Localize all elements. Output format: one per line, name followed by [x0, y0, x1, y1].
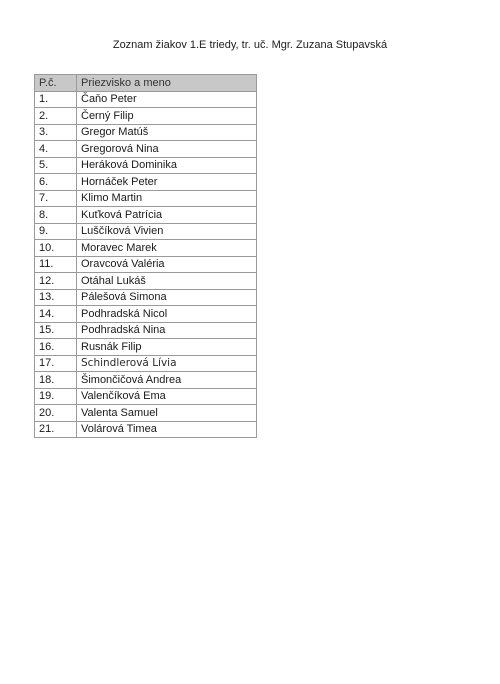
row-number-cell: 7. — [35, 190, 77, 207]
table-row — [35, 355, 257, 372]
table-header-row — [35, 75, 257, 92]
table-row — [35, 256, 257, 273]
table-row — [35, 339, 257, 356]
table-row — [35, 207, 257, 224]
column-header-name: Priezvisko a meno — [77, 75, 257, 92]
table-row — [35, 124, 257, 141]
row-number-cell: 17. — [35, 355, 77, 372]
student-name-cell: Rusnák Filip — [77, 339, 257, 356]
student-name-cell: Oravcová Valéria — [77, 256, 257, 273]
row-number-cell: 16. — [35, 339, 77, 356]
student-name-cell: Klimo Martin — [77, 190, 257, 207]
table-row — [35, 421, 257, 438]
student-name-cell: Gregor Matúš — [77, 124, 257, 141]
table-row — [35, 223, 257, 240]
student-name-cell: Podhradská Nina — [77, 322, 257, 339]
table-row — [35, 157, 257, 174]
student-name-cell: Gregorová Nina — [77, 141, 257, 158]
page-title: Zoznam žiakov 1.E triedy, tr. uč. Mgr. Zuzana Stupavská — [112, 39, 388, 51]
row-number-cell: 15. — [35, 322, 77, 339]
row-number-cell: 20. — [35, 405, 77, 422]
table-row — [35, 372, 257, 389]
row-number-cell: 5. — [35, 157, 77, 174]
row-number-cell: 1. — [35, 91, 77, 108]
table-row — [35, 322, 257, 339]
student-name-cell: Valenčíková Ema — [77, 388, 257, 405]
row-number-cell: 6. — [35, 174, 77, 191]
student-name-cell: Hornáček Peter — [77, 174, 257, 191]
table-row — [35, 306, 257, 323]
table-row — [35, 91, 257, 108]
table-row — [35, 273, 257, 290]
table-row — [35, 388, 257, 405]
student-name-cell: Pálešová Simona — [77, 289, 257, 306]
table-row — [35, 240, 257, 257]
column-header-number: P.č. — [35, 75, 77, 92]
table-row — [35, 190, 257, 207]
table-row — [35, 141, 257, 158]
student-name-cell: Luščíková Vivien — [77, 223, 257, 240]
row-number-cell: 9. — [35, 223, 77, 240]
row-number-cell: 13. — [35, 289, 77, 306]
student-name-cell: Volárová Timea — [77, 421, 257, 438]
student-name-cell: Černý Filip — [77, 108, 257, 125]
student-name-cell: Podhradská Nicol — [77, 306, 257, 323]
row-number-cell: 3. — [35, 124, 77, 141]
row-number-cell: 11. — [35, 256, 77, 273]
student-name-cell: Moravec Marek — [77, 240, 257, 257]
student-name-cell: Kuťková Patrícia — [77, 207, 257, 224]
table-body — [35, 91, 257, 438]
row-number-cell: 19. — [35, 388, 77, 405]
student-table — [34, 74, 257, 438]
row-number-cell: 2. — [35, 108, 77, 125]
student-name-cell: Otáhal Lukáš — [77, 273, 257, 290]
student-name-cell: Schindlerová Lívia — [77, 355, 257, 372]
row-number-cell: 12. — [35, 273, 77, 290]
row-number-cell: 8. — [35, 207, 77, 224]
student-name-cell: Šimončičová Andrea — [77, 372, 257, 389]
student-name-cell: Heráková Dominika — [77, 157, 257, 174]
row-number-cell: 10. — [35, 240, 77, 257]
row-number-cell: 21. — [35, 421, 77, 438]
row-number-cell: 18. — [35, 372, 77, 389]
student-name-cell: Čaňo Peter — [77, 91, 257, 108]
table-row — [35, 405, 257, 422]
table-row — [35, 289, 257, 306]
table-row — [35, 108, 257, 125]
student-name-cell: Valenta Samuel — [77, 405, 257, 422]
row-number-cell: 14. — [35, 306, 77, 323]
table-row — [35, 174, 257, 191]
row-number-cell: 4. — [35, 141, 77, 158]
